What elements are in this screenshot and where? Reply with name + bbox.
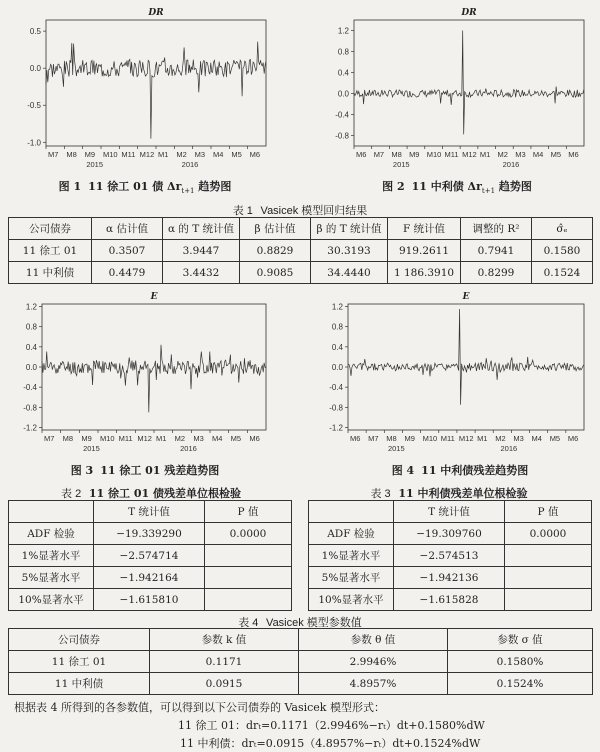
table-2-number: 表 2 [61, 488, 82, 500]
table-2 [8, 500, 292, 611]
y-tick-label: -0.4 [23, 383, 37, 393]
formula-xugong: 11 徐工 01：drₜ=0.1171（2.9946%−rₜ）dt+0.1580%dW [178, 719, 485, 732]
y-tick-label: -0.5 [27, 101, 41, 111]
t1-r1-c4: 34.4440 [311, 262, 388, 284]
figure-1-sub: t+1 [181, 187, 195, 196]
chart-dr-xugong [10, 4, 272, 174]
t2-h1: T 统计值 [94, 501, 205, 523]
figure-2-sub: t+1 [481, 187, 496, 196]
x-tick-label: M6 [249, 434, 260, 443]
t4-h2: 参数 θ 值 [299, 629, 448, 651]
table-3-number: 表 3 [370, 488, 391, 500]
x-tick-label: M12 [462, 150, 477, 159]
x-tick-label: M3 [515, 150, 526, 159]
chart-title: E [150, 292, 158, 302]
chart-title: DR [148, 8, 164, 18]
t4-r0-c3: 0.1580% [448, 651, 593, 673]
figure-3-caption [40, 462, 250, 478]
t1-h5: F 统计值 [388, 218, 461, 240]
table-1-text: Vasicek 模型回归结果 [260, 205, 368, 217]
year-label: 2015 [387, 444, 405, 453]
t4-r1-c3: 0.1524% [448, 673, 593, 695]
table-1-number: 表 1 [232, 205, 253, 217]
y-tick-label: -1.2 [329, 423, 343, 433]
table-2-header-row [9, 501, 292, 523]
table-4-number: 表 4 [238, 617, 259, 629]
t1-r1-c3: 0.9085 [240, 262, 311, 284]
series-line [354, 31, 584, 135]
series-line [42, 345, 266, 413]
figure-1-number: 图 1 [58, 180, 82, 193]
t3-r1-c0: 1%显著水平 [309, 545, 394, 567]
x-tick-label: M6 [249, 150, 261, 159]
t2-r0-c0: ADF 检验 [9, 523, 94, 545]
x-tick-label: M11 [444, 150, 459, 159]
t4-h0: 公司债券 [9, 629, 150, 651]
x-tick-label: M5 [231, 150, 242, 159]
y-tick-label: -0.8 [335, 131, 349, 141]
t2-r0-c2: 0.0000 [205, 523, 292, 545]
table-row [9, 262, 593, 284]
x-tick-label: M9 [81, 434, 92, 443]
figure-3-text: 11 徐工 01 残差趋势图 [100, 464, 220, 477]
figure-4-text: 11 中利债残差趋势图 [421, 464, 529, 477]
y-tick-label: -0.4 [335, 110, 349, 120]
t1-r0-c4: 30.3193 [311, 240, 388, 262]
year-label: 2015 [86, 160, 104, 169]
figure-1-text: 11 徐工 01 债 Δr [88, 180, 182, 193]
x-tick-label: M6 [568, 150, 579, 159]
t2-r2-c0: 5%显著水平 [9, 567, 94, 589]
year-label: 2016 [500, 444, 518, 453]
t4-r1-c0: 11 中利债 [9, 673, 150, 695]
chart-title: E [462, 292, 470, 302]
table-4-text: Vasicek 模型参数值 [266, 617, 362, 629]
x-tick-label: M10 [100, 434, 115, 443]
x-tick-label: M2 [174, 434, 186, 443]
year-label: 2015 [392, 160, 410, 169]
series-line [348, 309, 584, 405]
t3-r0-c2: 0.0000 [505, 523, 592, 545]
table-row [9, 545, 292, 567]
t3-r1-c1: −2.574513 [394, 545, 505, 567]
t1-h7: σ̂ₑ [532, 218, 593, 240]
x-tick-label: M1 [158, 150, 169, 159]
x-tick-label: M3 [513, 434, 524, 443]
table-row [309, 545, 592, 567]
figure-1-caption [40, 178, 250, 195]
y-tick-label: 0.5 [29, 27, 41, 37]
t1-r0-c6: 0.7941 [461, 240, 532, 262]
table-row [309, 589, 592, 611]
series-line [46, 42, 266, 139]
year-label: 2015 [83, 444, 100, 453]
plot-frame [354, 20, 584, 146]
y-tick-label: 0.0 [337, 89, 349, 99]
y-tick-label: 0.4 [337, 68, 349, 78]
y-tick-label: 0.0 [29, 64, 41, 74]
y-tick-label: 0.4 [25, 342, 37, 352]
y-tick-label: -1.0 [27, 138, 41, 148]
table-row [309, 523, 592, 545]
x-tick-label: M1 [479, 150, 491, 159]
table-2-text: 11 徐工 01 债残差单位根检验 [88, 487, 241, 500]
t3-r2-c0: 5%显著水平 [309, 567, 394, 589]
t1-r0-c1: 0.3507 [92, 240, 163, 262]
x-tick-label: M6 [350, 434, 361, 443]
t2-r1-c1: −2.574714 [94, 545, 205, 567]
x-tick-label: M1 [156, 434, 167, 443]
t3-r0-c0: ADF 检验 [309, 523, 394, 545]
plot-frame [46, 20, 266, 146]
figure-3-number: 图 3 [70, 464, 94, 477]
table-3-title [304, 485, 594, 501]
t1-r0-c7: 0.1580 [532, 240, 593, 262]
t1-r1-c5: 1 186.3910 [388, 262, 461, 284]
x-tick-label: M9 [409, 150, 420, 159]
x-tick-label: M5 [549, 434, 561, 443]
y-tick-label: 0.8 [337, 47, 349, 57]
t1-h2: α 的 T 统计值 [163, 218, 240, 240]
x-tick-label: M8 [386, 434, 397, 443]
x-tick-label: M7 [48, 150, 59, 159]
t3-h0 [309, 501, 394, 523]
t3-r2-c2 [505, 567, 592, 589]
chart-dr-zhongli-svg [318, 4, 590, 174]
y-tick-label: -0.8 [329, 403, 343, 413]
t2-r2-c2 [205, 567, 292, 589]
x-tick-label: M4 [531, 434, 542, 443]
t1-r0-c2: 3.9447 [163, 240, 240, 262]
t1-r0-c0: 11 徐工 01 [9, 240, 92, 262]
t2-r1-c2 [205, 545, 292, 567]
x-tick-label: M8 [391, 150, 402, 159]
x-tick-label: M6 [356, 150, 367, 159]
x-tick-label: M8 [66, 150, 77, 159]
t4-r1-c1: 0.0915 [150, 673, 299, 695]
x-tick-label: M12 [458, 434, 474, 443]
x-tick-label: M2 [497, 150, 508, 159]
x-tick-label: M7 [44, 434, 55, 443]
t1-h1: α 估计值 [92, 218, 163, 240]
chart-resid-zhongli [312, 288, 590, 458]
x-tick-label: M3 [193, 434, 204, 443]
figure-2-text: 11 中利债 Δr [411, 180, 482, 193]
t1-r1-c0: 11 中利债 [9, 262, 92, 284]
y-tick-label: 0.0 [331, 363, 343, 372]
t2-r3-c1: −1.615810 [94, 589, 205, 611]
t3-r3-c1: −1.615828 [394, 589, 505, 611]
t2-r3-c2 [205, 589, 292, 611]
t2-r2-c1: −1.942164 [94, 567, 205, 589]
t2-r0-c1: −19.339290 [94, 523, 205, 545]
figure-2-number: 图 2 [382, 180, 405, 193]
body-paragraph: 根据表 4 所得到的各参数值，可以得到以下公司债券的 Vasicek 模型形式： [14, 701, 385, 714]
t4-h3: 参数 σ 值 [448, 629, 593, 651]
t2-r3-c0: 10%显著水平 [9, 589, 94, 611]
x-tick-label: M11 [440, 434, 455, 443]
t3-r2-c1: −1.942136 [394, 567, 505, 589]
figure-4-number: 图 4 [391, 464, 415, 477]
t1-h3: β 估计值 [240, 218, 311, 240]
table-1 [8, 217, 593, 284]
t3-r0-c1: −19.309760 [394, 523, 505, 545]
y-tick-label: 0.0 [25, 363, 37, 372]
t4-r1-c2: 4.8957% [299, 673, 448, 695]
t4-r0-c0: 11 徐工 01 [9, 651, 150, 673]
chart-dr-xugong-svg [10, 4, 272, 174]
x-tick-label: M12 [139, 150, 155, 159]
y-tick-label: 0.4 [331, 342, 343, 352]
x-tick-label: M5 [550, 150, 562, 159]
table-row [9, 589, 292, 611]
x-tick-label: M2 [176, 150, 187, 159]
t3-r1-c2 [505, 545, 592, 567]
y-tick-label: 0.8 [331, 322, 343, 332]
plot-frame [348, 304, 584, 430]
chart-title: DR [461, 8, 477, 18]
t1-h6: 调整的 R² [461, 218, 532, 240]
chart-resid-zhongli-svg [312, 288, 590, 458]
t4-r0-c1: 0.1171 [150, 651, 299, 673]
t1-r1-c1: 0.4479 [92, 262, 163, 284]
x-tick-label: M2 [495, 434, 506, 443]
t3-h2: P 值 [505, 501, 592, 523]
x-tick-label: M9 [84, 150, 96, 159]
t1-h4: β 的 T 统计值 [311, 218, 388, 240]
x-tick-label: M4 [213, 150, 224, 159]
x-tick-label: M8 [62, 434, 74, 443]
t3-r3-c2 [505, 589, 592, 611]
x-tick-label: M1 [477, 434, 488, 443]
table-3-text: 11 中利债残差单位根检验 [398, 487, 528, 500]
t2-h2: P 值 [205, 501, 292, 523]
figure-4-caption [355, 462, 565, 478]
chart-resid-xugong [6, 288, 272, 458]
formula-zhongli: 11 中利债：drₜ=0.0915（4.8957%−rₜ）dt+0.1524%dW [180, 737, 481, 750]
x-tick-label: M10 [103, 150, 118, 159]
year-label: 2016 [181, 160, 199, 169]
year-label: 2016 [180, 444, 197, 453]
x-tick-label: M10 [426, 150, 442, 159]
x-tick-label: M12 [137, 434, 152, 443]
table-row [9, 673, 593, 695]
x-tick-label: M4 [212, 434, 223, 443]
t3-r3-c0: 10%显著水平 [309, 589, 394, 611]
y-tick-label: -0.8 [23, 403, 37, 413]
figure-2-caption [352, 178, 562, 195]
figure-2-tail: 趋势图 [495, 180, 532, 193]
x-tick-label: M11 [121, 150, 136, 159]
table-1-header-row [9, 218, 593, 240]
table-2-title [6, 485, 296, 501]
table-3-header-row [309, 501, 592, 523]
table-4-header-row [9, 629, 593, 651]
x-tick-label: M5 [230, 434, 242, 443]
t1-r1-c2: 3.4432 [163, 262, 240, 284]
year-label: 2016 [502, 160, 520, 169]
y-tick-label: -1.2 [23, 423, 37, 433]
chart-dr-zhongli [318, 4, 590, 174]
x-tick-label: M3 [194, 150, 206, 159]
table-row [9, 567, 292, 589]
t4-h1: 参数 k 值 [150, 629, 299, 651]
x-tick-label: M6 [567, 434, 579, 443]
t3-h1: T 统计值 [394, 501, 505, 523]
chart-resid-xugong-svg [6, 288, 272, 458]
t4-r0-c2: 2.9946% [299, 651, 448, 673]
t1-r0-c5: 919.2611 [388, 240, 461, 262]
figure-1-tail: 趋势图 [194, 180, 232, 193]
table-1-title [0, 202, 600, 218]
table-row [9, 523, 292, 545]
x-tick-label: M7 [368, 434, 379, 443]
x-tick-label: M9 [404, 434, 415, 443]
y-tick-label: 0.8 [25, 322, 37, 332]
t1-r1-c6: 0.8299 [461, 262, 532, 284]
x-tick-label: M10 [422, 434, 438, 443]
t2-r1-c0: 1%显著水平 [9, 545, 94, 567]
table-3 [308, 500, 592, 611]
t1-h0: 公司债券 [9, 218, 92, 240]
table-row [309, 567, 592, 589]
x-tick-label: M11 [118, 434, 133, 443]
x-tick-label: M7 [373, 150, 385, 159]
table-row [9, 651, 593, 673]
y-tick-label: 1.2 [337, 26, 349, 36]
t1-r1-c7: 0.1524 [532, 262, 593, 284]
y-tick-label: 1.2 [25, 302, 37, 312]
table-4 [8, 628, 593, 695]
x-tick-label: M4 [532, 150, 544, 159]
table-row [9, 240, 593, 262]
t2-h0 [9, 501, 94, 523]
t1-r0-c3: 0.8829 [240, 240, 311, 262]
y-tick-label: 1.2 [331, 302, 343, 312]
y-tick-label: -0.4 [329, 383, 343, 393]
